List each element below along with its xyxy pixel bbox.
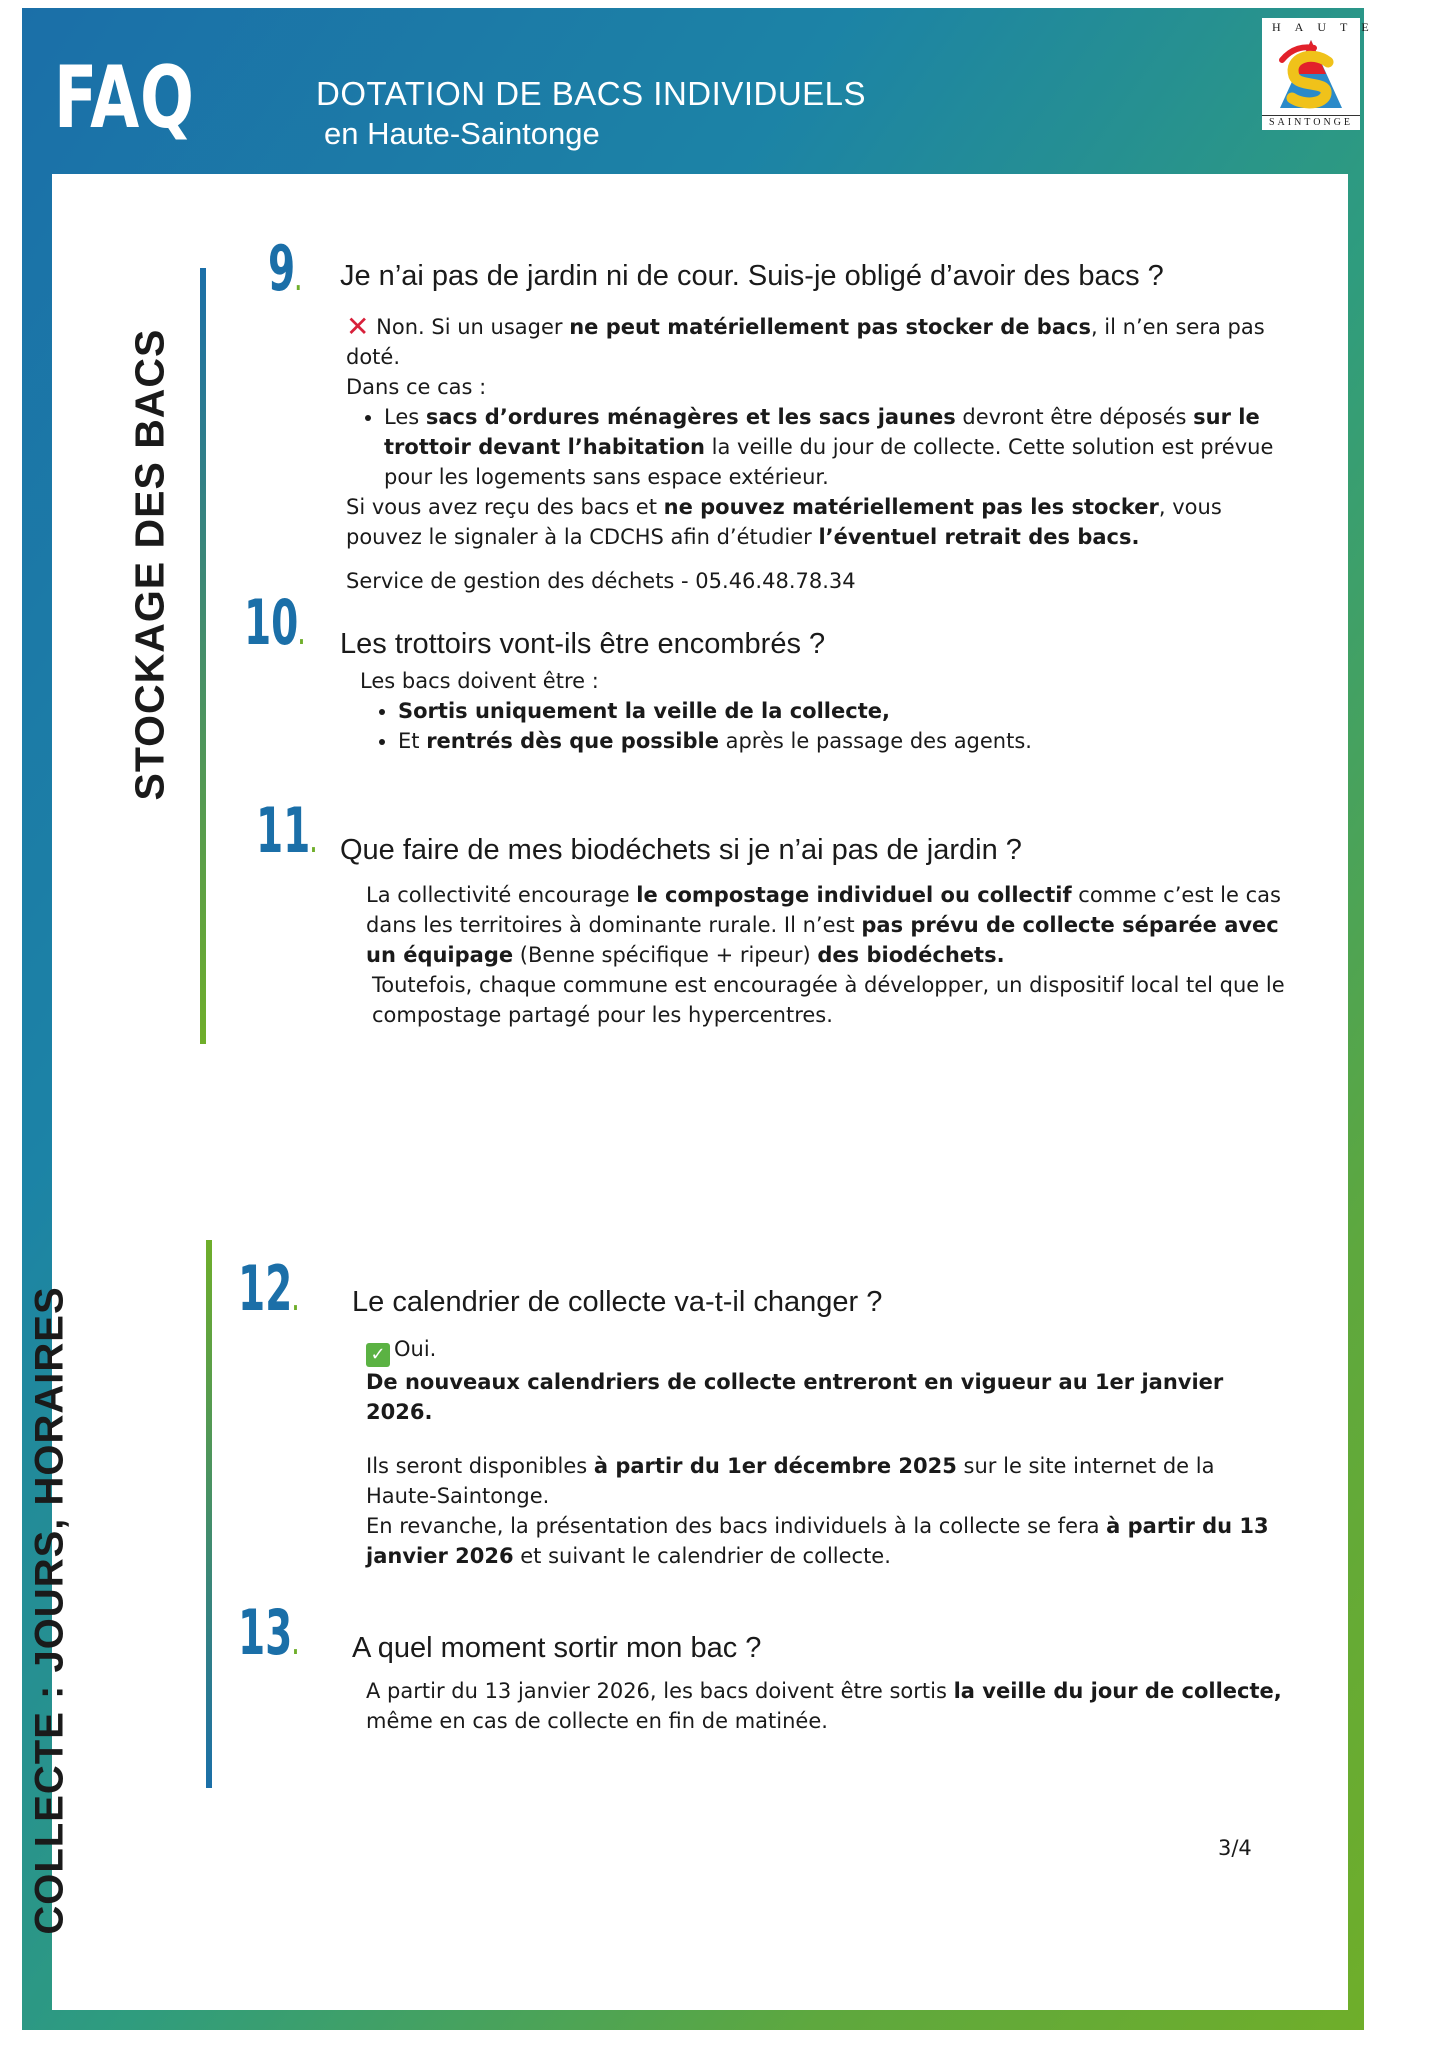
a13-p-b: la veille du jour de collecte, (953, 1679, 1282, 1703)
question-number-11: 11. (256, 794, 317, 867)
answer-11 (366, 880, 1286, 1030)
a9-case-intro: Dans ce cas : (346, 375, 487, 399)
answer-12 (366, 1334, 1286, 1571)
a9-bullet (384, 402, 1294, 492)
question-number-13: 13. (238, 1596, 299, 1669)
a10-bullet-1 (398, 696, 1260, 726)
a9-bullet-b: sacs d’ordures ménagères et les sacs jaunes (425, 405, 956, 429)
a10-b2-plain: Et (398, 729, 427, 753)
section-bar-collection (206, 1240, 212, 1788)
question-number-9: 9. (268, 232, 302, 305)
a12-p2-a: Ils seront disponibles (366, 1454, 594, 1478)
number-13: 13 (238, 1596, 293, 1669)
a9-contact: Service de gestion des déchets - 05.46.48.78.34 (346, 569, 856, 593)
a10-b2-bold: rentrés dès que possible (426, 729, 719, 753)
question-13: A quel moment sortir mon bac ? (352, 1632, 762, 1664)
answer-9 (346, 312, 1294, 596)
question-11: Que faire de mes biodéchets si je n’ai pas de jardin ? (340, 834, 1022, 866)
logo-bottom-text: SAINTONGE (1262, 115, 1360, 128)
logo-top-text: HAUTE (1272, 20, 1383, 34)
a12-yes: Oui. (394, 1337, 437, 1361)
a11-p1-b: le compostage individuel ou collectif (636, 883, 1072, 907)
a11-p1-d: pas prévu de collecte séparée avec un équipage (366, 913, 1279, 967)
a13-p-a: A partir du 13 janvier 2026, les bacs doivent être sortis (366, 1679, 954, 1703)
a13-p-c: même en cas de collecte en fin de matinée. (366, 1709, 828, 1733)
cross-icon: ✕ (346, 310, 370, 343)
a9-bullet-e: la veille du jour de collecte. Cette solution est prévue pour les logements sans espace extérieur. (384, 435, 1274, 489)
question-9: Je n’ai pas de jardin ni de cour. Suis-je obligé d’avoir des bacs ? (340, 260, 1164, 292)
a10-b1: Sortis uniquement la veille de la collecte, (398, 699, 890, 723)
number-12: 12 (238, 1252, 293, 1325)
section-bar-storage (200, 268, 206, 1044)
number-10: 10 (244, 586, 299, 659)
question-10: Les trottoirs vont-ils être encombrés ? (340, 628, 826, 660)
header-title-line1: DOTATION DE BACS INDIVIDUELS (316, 75, 867, 112)
a12-p3-b: à partir du 13 janvier 2026 (366, 1514, 1269, 1568)
a12-p2-c: sur le site internet de la Haute-Saintonge. (366, 1454, 1215, 1508)
answer-13 (366, 1676, 1286, 1736)
a11-p2: Toutefois, chaque commune est encouragée à développer, un dispositif local tel que le compostage partagé pour les hypercentres. (372, 973, 1285, 1027)
question-number-10: 10. (244, 586, 305, 659)
logo-emblem-icon (1262, 18, 1383, 130)
header-title (316, 74, 866, 154)
a9-para-b: ne pouvez matériellement pas les stocker (663, 495, 1159, 519)
faq-heading: FAQ (54, 48, 195, 148)
answer-10 (360, 666, 1260, 756)
a12-bold-line: De nouveaux calendriers de collecte entreront en vigueur au 1er janvier 2026. (366, 1370, 1224, 1424)
a12-p3-a: En revanche, la présentation des bacs individuels à la collecte se fera (366, 1514, 1107, 1538)
a9-bullet-d: sur le trottoir devant l’habitation (384, 405, 1260, 459)
a9-bold: ne peut matériellement pas stocker de bacs (569, 315, 1091, 339)
a9-para-a: Si vous avez reçu des bacs et (346, 495, 664, 519)
a10-b2-end: après le passage des agents. (718, 729, 1032, 753)
a11-p1-a: La collectivité encourage (366, 883, 637, 907)
haute-saintonge-logo (1262, 18, 1383, 130)
a9-bullet-c: devront être déposés (955, 405, 1194, 429)
a12-p2-b: à partir du 1er décembre 2025 (593, 1454, 957, 1478)
question-12: Le calendrier de collecte va-t-il changer ? (352, 1286, 883, 1318)
number-9: 9 (268, 232, 296, 305)
page-number: 3/4 (1218, 1836, 1252, 1860)
number-11: 11 (256, 794, 311, 867)
a11-p1-c: comme c’est le cas dans les territoires à dominante rurale. Il n’est (366, 883, 1281, 937)
section-label-storage: STOCKAGE DES BACS (126, 328, 173, 801)
a9-prefix: Non. Si un usager (376, 315, 570, 339)
a10-intro: Les bacs doivent être : (360, 669, 599, 693)
header-title-line2: en Haute-Saintonge (324, 116, 600, 151)
a9-suffix: , il n’en sera pas doté. (346, 315, 1265, 369)
a9-para-c: , vous pouvez le signaler à la CDCHS afin d’étudier (346, 495, 1222, 549)
a11-p1-e: (Benne spécifique + ripeur) (513, 943, 818, 967)
a10-bullet-2 (398, 726, 1260, 756)
question-number-12: 12. (238, 1252, 299, 1325)
a11-p1-f: des biodéchets. (817, 943, 1005, 967)
a9-para-d: l’éventuel retrait des bacs. (818, 525, 1140, 549)
a9-bullet-a: Les (384, 405, 426, 429)
checkmark-icon: ✓ (366, 1343, 390, 1367)
section-label-collection: COLLECTE : JOURS, HORAIRES (27, 1286, 72, 1935)
a12-p3-c: et suivant le calendrier de collecte. (513, 1544, 891, 1568)
